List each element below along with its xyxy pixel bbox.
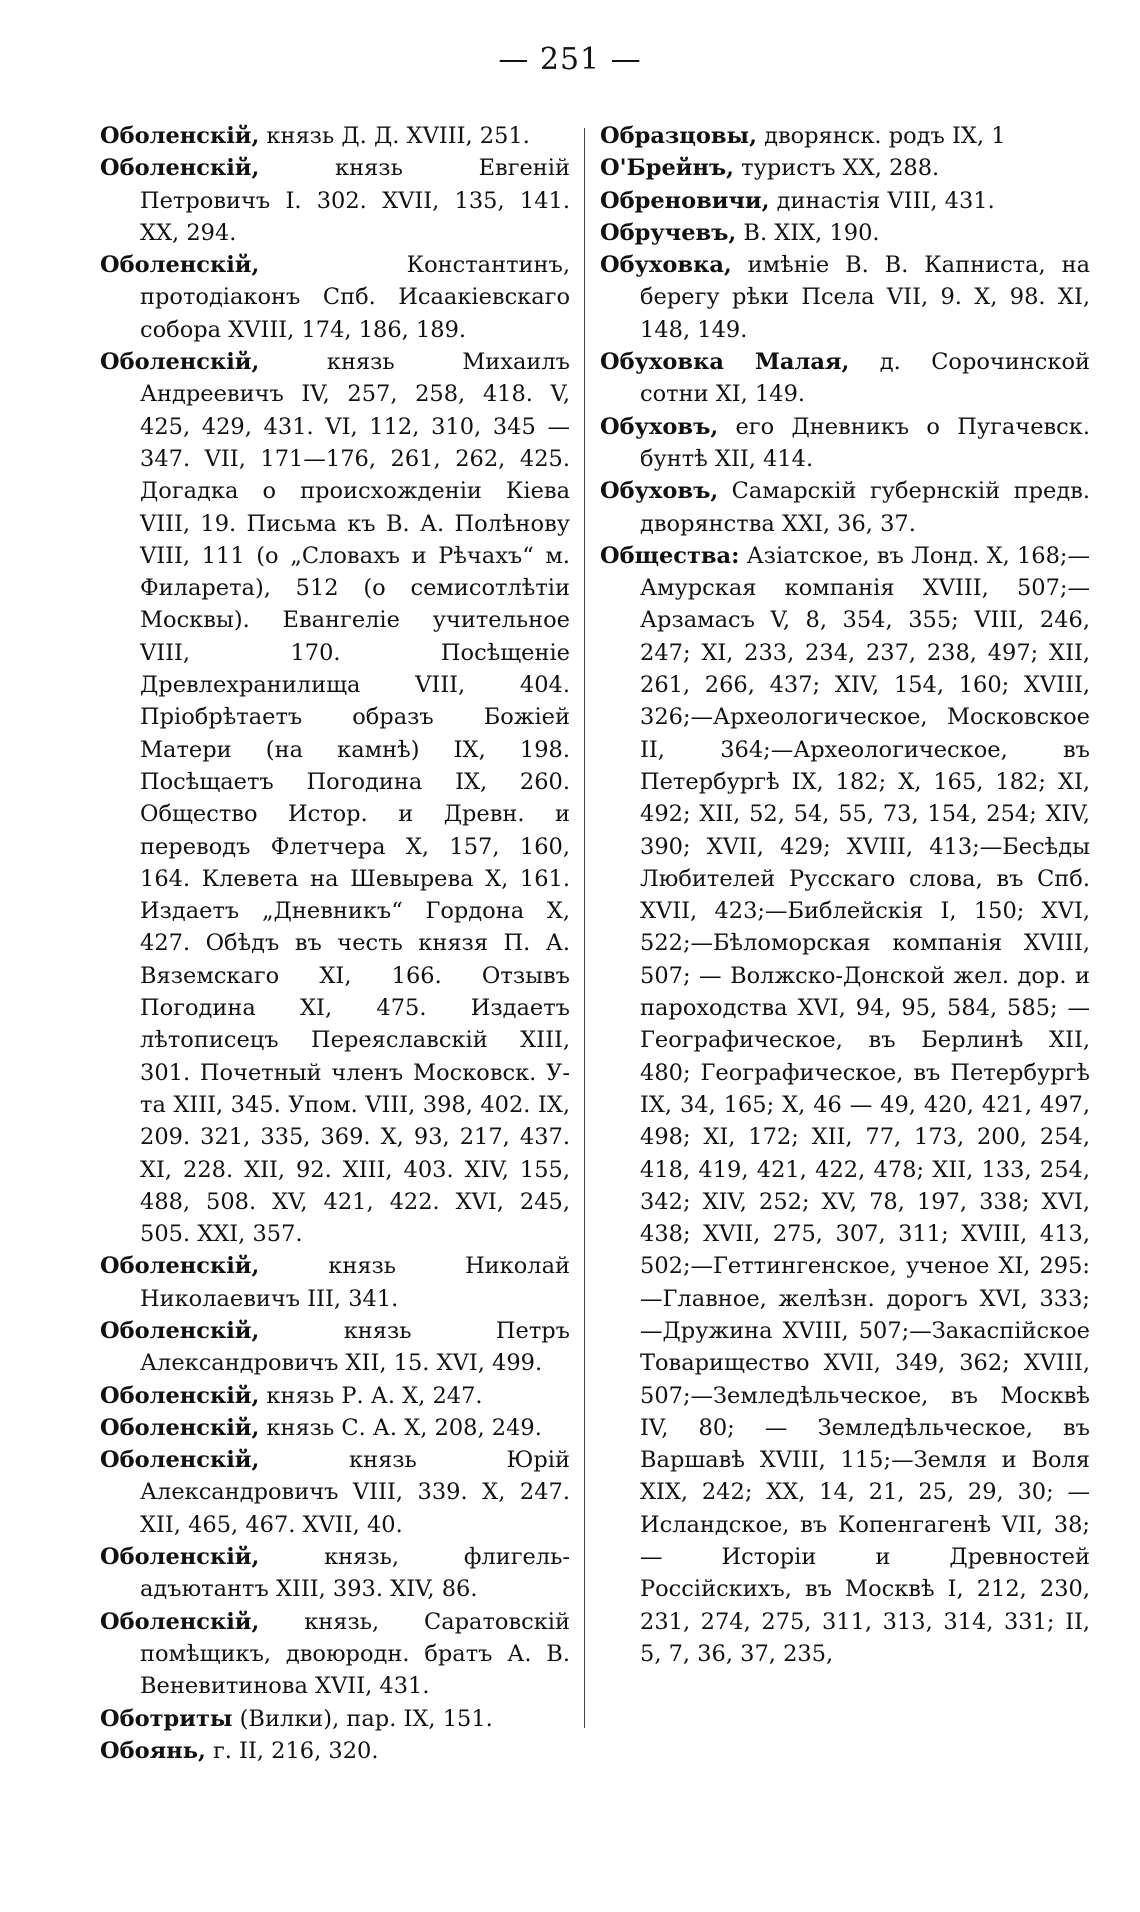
entry-references: дворянск. родъ IX, 1 bbox=[756, 123, 1006, 149]
entry-headword: Обуховъ, bbox=[600, 478, 719, 505]
entry-references: князь Петръ Александровичъ XII, 15. XVI, 499. bbox=[140, 1317, 570, 1377]
index-entry bbox=[600, 217, 1090, 249]
entry-references: князь Николай Николаевичъ III, 341. bbox=[140, 1253, 570, 1312]
index-entry bbox=[100, 1541, 570, 1606]
entry-references: его Дневникъ о Пугачевск. бунтѣ XII, 414. bbox=[640, 413, 1090, 472]
entry-references: князь, Саратовскій помѣщикъ, двоюродн. братъ А. В. Веневитинова XVII, 431. bbox=[140, 1608, 570, 1700]
entry-headword: О'Брейнъ, bbox=[600, 155, 735, 182]
index-entry bbox=[600, 346, 1090, 411]
index-entry bbox=[100, 1380, 570, 1412]
index-entry bbox=[600, 120, 1090, 152]
entry-headword: Оболенскій, bbox=[100, 1447, 260, 1474]
entry-headword: Общества: bbox=[600, 542, 740, 569]
entry-headword: Обреновичи, bbox=[600, 187, 770, 214]
index-entry bbox=[100, 1250, 570, 1315]
entry-references: князь С. А. X, 208, 249. bbox=[259, 1414, 542, 1441]
index-entry bbox=[100, 1412, 570, 1444]
entry-headword: Образцовы, bbox=[600, 123, 757, 149]
entry-headword: Оболенскій, bbox=[100, 349, 260, 376]
index-entry bbox=[100, 1444, 570, 1541]
index-entry bbox=[600, 475, 1090, 540]
entry-headword: Оболенскій, bbox=[100, 1317, 260, 1344]
entry-references: туристъ XX, 288. bbox=[734, 155, 940, 182]
entry-headword: Оболенскій, bbox=[100, 1382, 260, 1409]
entry-references: династія VIII, 431. bbox=[769, 187, 995, 214]
entry-references: Константинъ, протодіаконъ Спб. Исаакіевскаго собора XVIII, 174, 186, 189. bbox=[140, 252, 570, 343]
entry-headword: Оботриты bbox=[100, 1705, 233, 1732]
entry-references: г. II, 216, 320. bbox=[205, 1737, 379, 1764]
index-entry bbox=[100, 152, 570, 249]
entry-references: князь, флигель-адъютантъ XIII, 393. XIV, 86. bbox=[140, 1544, 570, 1603]
entry-references: князь Юрій Александровичъ VIII, 339. X, 247. XII, 465, 467. XVII, 40. bbox=[140, 1447, 570, 1538]
entry-references: Азіатское, въ Лонд. X, 168;—Амурская компанія XVIII, 507;—Арзамасъ V, 8, 354, 355; VIII, 246, 247; XI, 233, 234, 237, 238, 497; XII, 261, 266, 437; XIV, 154, 160; XVIII, 326;—Археологическое, Московское II, 364;—Археологическое, въ Петербургѣ IX, 182; X, 165, 182; XI, 492; XII, 52, 54, 55, 73, 154, 254; XIV, 390; XVII, 429; XVIII, 413;—Бесѣды Любителей Русскаго слова, въ Спб. XVII, 423;—Библейскія I, 150; XVI, 522;—Бѣломорская компанія XVIII, 507; — Волжско-Донской жел. дор. и пароходства XVI, 94, 95, 584, 585; — Географическое, въ Берлинѣ XII, 480; Географическое, въ Петербургѣ IX, 34, 165; X, 46 — 49, 420, 421, 497, 498; XI, 172; XII, 77, 173, 200, 254, 418, 419, 421, 422, 478; XII, 133, 254, 342; XIV, 252; XV, 78, 197, 338; XVI, 438; XVII, 275, 307, 311; XVIII, 413, 502;—Геттингенское, ученое XI, 295:—Главное, желѣзн. дорогъ XVI, 333;—Дружина XVIII, 507;—Закаспійское Товарищество XVII, 349, 362; XVIII, 507;—Земледѣльческое, въ Москвѣ IV, 80; — Земледѣльческое, въ Варшавѣ XVIII, 115;—Земля и Воля XIX, 242; XX, 14, 21, 25, 29, 30; — Исландское, въ Копенгагенѣ VII, 38; — Исторіи и Древностей Россійскихъ, въ Москвѣ I, 212, 230, 231, 274, 275, 311, 313, 314, 331; II, 5, 7, 36, 37, 235, bbox=[640, 542, 1090, 1667]
entry-references: князь Евгеній Петровичъ I. 302. XVII, 135, 141. XX, 294. bbox=[140, 155, 570, 246]
entry-references: В. XIX, 190. bbox=[736, 219, 880, 246]
index-entry bbox=[600, 540, 1090, 1670]
index-entry bbox=[600, 249, 1090, 346]
entry-references: князь Михаилъ Андреевичъ IV, 257, 258, 418. V, 425, 429, 431. VI, 112, 310, 345 — 347. VII, 171—176, 261, 262, 425. Догадка о происхожденіи Кіева VIII, 19. Письма къ В. А. Полѣнову VIII, 111 (о „Словахъ и Рѣчахъ“ м. Филарета), 512 (о семисотлѣтіи Москвы). Евангеліе учительное VIII, 170. Посѣщеніе Древлехранилища VIII, 404. Пріобрѣтаетъ образъ Божіей Матери (на камнѣ) IX, 198. Посѣщаетъ Погодина IX, 260. Общество Истор. и Древн. и переводъ Флетчера X, 157, 160, 164. Клевета на Шевырева X, 161. Издаетъ „Дневникъ“ Гордона X, 427. Обѣдъ въ честь князя П. А. Вяземскаго XI, 166. Отзывъ Погодина XI, 475. Издаетъ лѣтописецъ Переяславскій XIII, 301. Почетный членъ Московск. У-та XIII, 345. Упом. VIII, 398, 402. IX, 209. 321, 335, 369. X, 93, 217, 437. XI, 228. XII, 92. XIII, 403. XIV, 155, 488, 508. XV, 421, 422. XVI, 245, 505. XXI, 357. bbox=[140, 349, 570, 1248]
index-entry bbox=[100, 1735, 570, 1767]
index-entry bbox=[100, 1606, 570, 1703]
entry-headword: Оболенскій, bbox=[100, 1608, 260, 1635]
entry-headword: Оболенскій, bbox=[100, 252, 260, 279]
page-number: — 251 — bbox=[498, 42, 642, 77]
entry-references: Самарскій губернскій предв. дворянства XXI, 36, 37. bbox=[640, 478, 1090, 537]
entry-headword: Обуховка, bbox=[600, 252, 732, 279]
entry-references: имѣніе В. В. Капниста, на берегу рѣки Псела VII, 9. X, 98. XI, 148, 149. bbox=[640, 252, 1090, 343]
index-entry bbox=[100, 249, 570, 346]
entry-references: д. Сорочинской сотни XI, 149. bbox=[640, 349, 1090, 408]
index-entry bbox=[100, 1703, 570, 1735]
entry-headword: Обоянь, bbox=[100, 1737, 206, 1764]
entry-references: князь Д. Д. XVIII, 251. bbox=[259, 123, 530, 149]
entry-headword: Оболенскій, bbox=[100, 123, 260, 149]
column-divider bbox=[584, 128, 585, 1728]
entry-references: (Вилки), пар. IX, 151. bbox=[232, 1705, 493, 1732]
index-entry bbox=[600, 411, 1090, 476]
index-entry bbox=[100, 1315, 570, 1380]
entry-headword: Обуховъ, bbox=[600, 413, 719, 440]
entry-headword: Оболенскій, bbox=[100, 1253, 260, 1280]
entry-references: князь Р. А. X, 247. bbox=[259, 1382, 483, 1409]
index-entry bbox=[600, 152, 1090, 184]
index-entry bbox=[100, 346, 570, 1250]
index-entry bbox=[100, 120, 570, 152]
entry-headword: Оболенскій, bbox=[100, 1414, 260, 1441]
index-entry bbox=[600, 185, 1090, 217]
index-column-left bbox=[100, 120, 570, 1767]
entry-headword: Обручевъ, bbox=[600, 219, 737, 246]
entry-headword: Оболенскій, bbox=[100, 1544, 260, 1571]
index-column-right bbox=[600, 120, 1090, 1670]
entry-headword: Оболенскій, bbox=[100, 155, 260, 182]
entry-headword: Обуховка Малая, bbox=[600, 349, 850, 376]
